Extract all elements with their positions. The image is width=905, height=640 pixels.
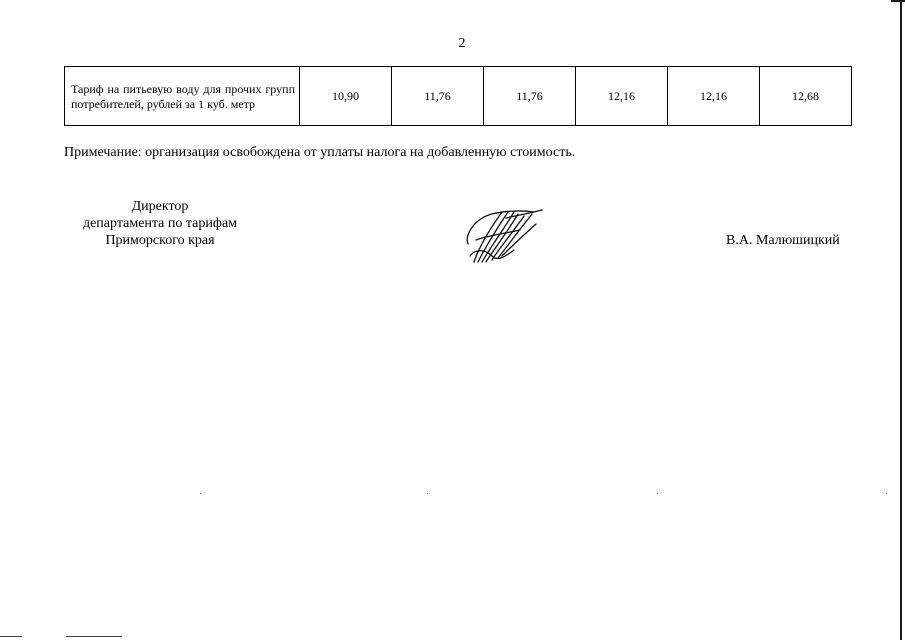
tariff-value-cell: 11,76 bbox=[484, 67, 576, 126]
signatory-title-line: департамента по тарифам bbox=[82, 216, 238, 231]
tariff-table bbox=[64, 66, 852, 126]
scan-speck bbox=[200, 493, 201, 494]
signatory-title-line: Директор bbox=[131, 199, 189, 214]
tariff-value-cell: 12,16 bbox=[576, 67, 668, 126]
footer-rule bbox=[0, 636, 22, 637]
scan-speck bbox=[657, 493, 658, 494]
signatory-title-line: Приморского края bbox=[105, 233, 215, 248]
tariff-label-cell: Тариф на питьевую воду для прочих групп потребителей, рублей за 1 куб. метр bbox=[65, 67, 300, 126]
signatory-title-block bbox=[60, 198, 260, 249]
tariff-value-cell: 10,90 bbox=[300, 67, 392, 126]
scan-speck bbox=[886, 493, 887, 494]
scan-speck bbox=[427, 493, 428, 494]
table-row bbox=[65, 67, 852, 126]
footer-rule bbox=[66, 636, 122, 637]
page-edge-right bbox=[900, 0, 902, 640]
signatory-name: В.А. Малюшицкий bbox=[726, 233, 840, 248]
handwritten-signature bbox=[462, 204, 546, 268]
page-edge-top bbox=[891, 0, 905, 2]
tariff-value-cell: 12,16 bbox=[668, 67, 760, 126]
tariff-value-cell: 12,68 bbox=[760, 67, 852, 126]
tax-note: Примечание: организация освобождена от уплаты налога на добавленную стоимость. bbox=[64, 145, 576, 160]
page-number: 2 bbox=[458, 36, 466, 51]
tariff-value-cell: 11,76 bbox=[392, 67, 484, 126]
